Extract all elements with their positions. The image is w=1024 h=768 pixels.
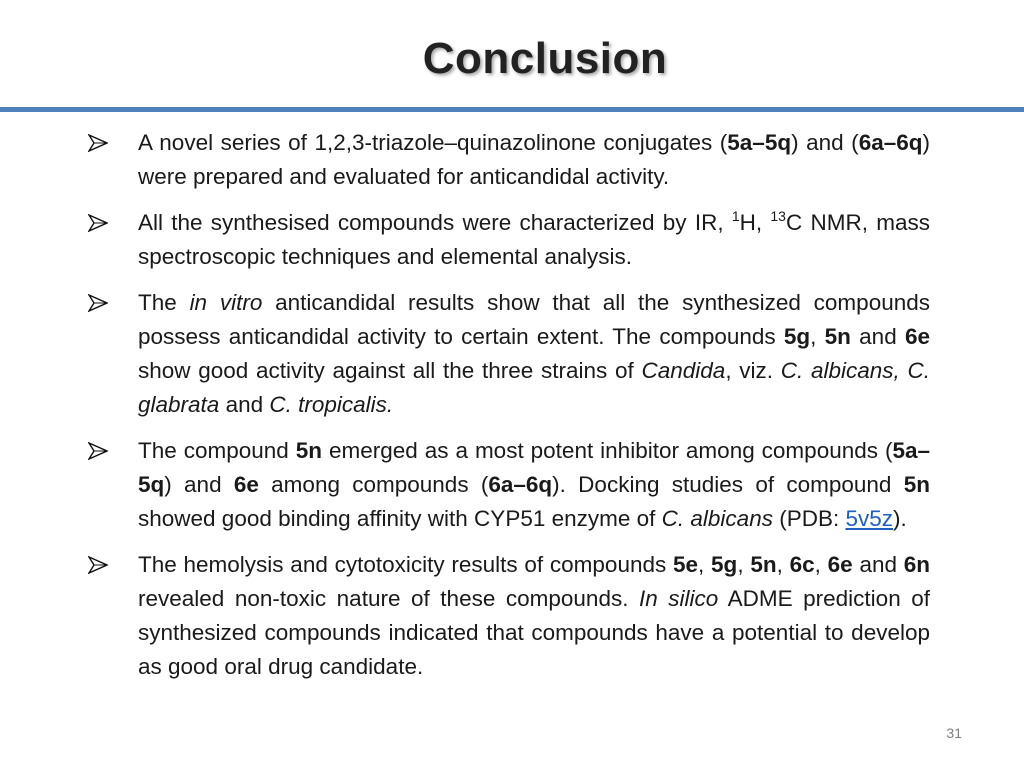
text-run: show good activity against all the three strains of [138, 358, 642, 383]
superscript: 1 [731, 208, 740, 224]
text-run: showed good binding affinity with CYP51 enzyme of [138, 506, 662, 531]
text-run: ) were prepared and evaluated for anticandidal activity. [138, 130, 930, 189]
title-divider [0, 107, 1024, 112]
italic-term: C. albicans, C. glabrata [138, 358, 931, 417]
text-run: and [850, 324, 905, 349]
bullet-text [138, 130, 930, 189]
italic-term: Candida [641, 358, 726, 383]
text-run: H, [739, 210, 771, 235]
text-run: The [138, 290, 190, 315]
bullet-text [138, 290, 930, 417]
text-run: emerged as a most potent inhibitor among compounds ( [322, 438, 893, 463]
bullet-text [138, 438, 930, 531]
page-number: 31 [946, 725, 962, 741]
italic-term: in vitro [189, 290, 263, 315]
text-run: , [814, 552, 828, 577]
text-run: ADME prediction of synthesized compounds indicated that compounds have a potential to develop as good oral drug candidate. [138, 586, 931, 679]
text-run: anticandidal results show that all the synthesized compounds possess anticandidal activity to certain extent. The compounds [138, 290, 930, 349]
text-run: A novel series of 1,2,3-triazole–quinazolinone conjugates ( [138, 130, 728, 155]
text-run: revealed non-toxic nature of these compounds. [138, 586, 639, 611]
bullet-item [88, 548, 930, 684]
arrow-bullet-icon [88, 286, 108, 320]
slide-title-text: Conclusion [422, 34, 668, 83]
compound-label: 5n [903, 472, 930, 497]
text-run: ). [893, 506, 907, 531]
bullet-item [88, 126, 930, 194]
arrow-bullet-icon [88, 434, 108, 468]
compound-label: 6e [827, 552, 853, 577]
bullet-item [88, 206, 930, 274]
compound-label: 6c [789, 552, 815, 577]
bullet-text [138, 552, 930, 679]
compound-label: 6e [904, 324, 930, 349]
compound-label: 5n [295, 438, 323, 463]
compound-label: 5g [783, 324, 811, 349]
text-run: , [698, 552, 712, 577]
italic-term: In silico [639, 586, 719, 611]
compound-label: 5n [750, 552, 777, 577]
text-run: The compound [138, 438, 296, 463]
text-run: , [737, 552, 751, 577]
slide-title [0, 34, 1024, 84]
bullet-text [138, 210, 930, 269]
italic-term: C. albicans [661, 506, 773, 531]
compound-label: 5e [673, 552, 699, 577]
arrow-bullet-icon [88, 206, 108, 240]
text-run: and [219, 392, 270, 417]
text-run: The hemolysis and cytotoxicity results of compounds [138, 552, 673, 577]
text-run: , [810, 324, 825, 349]
text-run: (PDB: [772, 506, 846, 531]
compound-label: 5a–5q [138, 438, 930, 497]
arrow-bullet-icon [88, 126, 108, 160]
bullet-item [88, 286, 930, 422]
bullet-item [88, 434, 930, 536]
compound-label: 5a–5q [727, 130, 792, 155]
text-run: ) and [164, 472, 234, 497]
text-run: C NMR, mass spectroscopic techniques and elemental analysis. [138, 210, 930, 269]
compound-label: 6e [233, 472, 259, 497]
pdb-link[interactable]: 5v5z [845, 506, 894, 531]
arrow-bullet-icon [88, 548, 108, 582]
compound-label: 6n [903, 552, 930, 577]
text-run: ) and ( [791, 130, 859, 155]
compound-label: 6a–6q [858, 130, 923, 155]
text-run: among compounds ( [258, 472, 489, 497]
compound-label: 5g [711, 552, 738, 577]
text-run: , viz. [725, 358, 781, 383]
text-run: ). Docking studies of compound [552, 472, 904, 497]
text-run: , [776, 552, 790, 577]
compound-label: 5n [824, 324, 851, 349]
compound-label: 6a–6q [488, 472, 553, 497]
italic-term: C. tropicalis. [269, 392, 394, 417]
conclusion-bullet-list [88, 126, 930, 696]
superscript: 13 [770, 208, 786, 224]
text-run: All the synthesised compounds were characterized by IR, [138, 210, 732, 235]
text-run: and [852, 552, 904, 577]
